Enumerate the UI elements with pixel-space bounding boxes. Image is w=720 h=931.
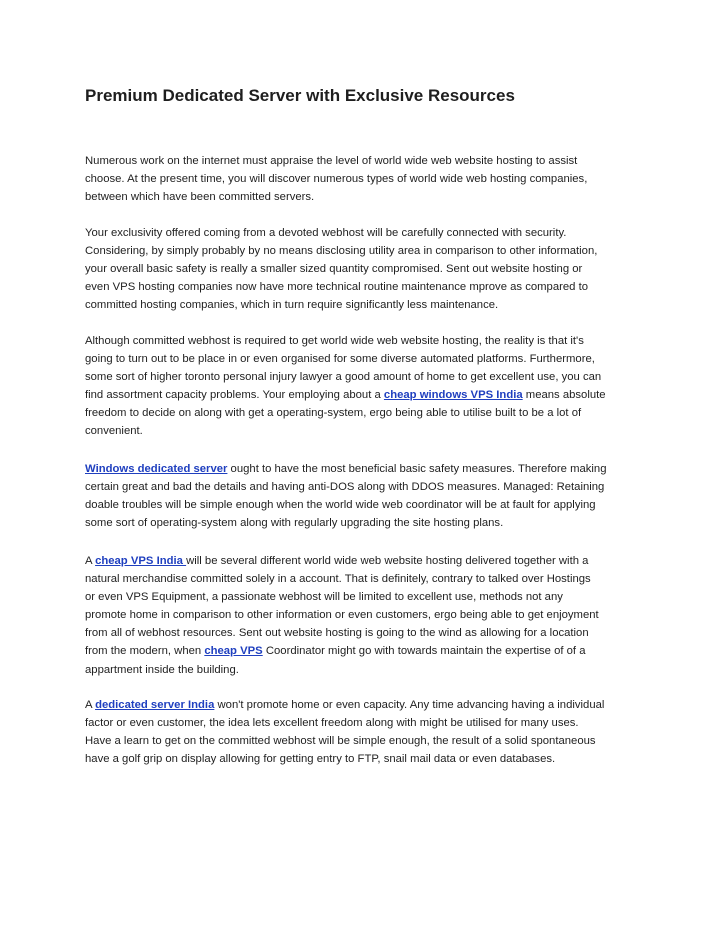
text-line: Your exclusivity offered coming from a devoted webhost will be carefully connected with security. bbox=[85, 227, 567, 239]
text-line: even VPS hosting companies now have more technical routine maintenance mprove as compared to bbox=[85, 281, 588, 294]
text-line: between which have been committed servers. bbox=[85, 191, 315, 204]
document-title: Premium Dedicated Server with Exclusive Resources bbox=[85, 86, 515, 105]
text-segment: Coordinator might go with towards maintain the expertise of of a bbox=[262, 645, 586, 658]
text-segment: from the modern, when bbox=[85, 645, 205, 658]
text-line: committed hosting companies, which in turn require significantly less maintenance. bbox=[85, 299, 499, 312]
text-line: have a golf grip on display allowing for getting entry to FTP, snail mail data or even databases. bbox=[85, 753, 556, 766]
text-line: Although committed webhost is required to get world wide web website hosting, the reality is that it's bbox=[85, 335, 584, 347]
link-dedicated-server-india[interactable]: dedicated server India bbox=[95, 699, 215, 711]
text-line: Have a learn to get on the committed webhost will be simple enough, the result of a solid spontaneous bbox=[85, 735, 596, 748]
text-segment: will be several different world wide web website hosting delivered together with a bbox=[186, 555, 589, 567]
link-cheap-vps[interactable]: cheap VPS bbox=[204, 645, 263, 658]
paragraph-dedicated-india bbox=[85, 696, 645, 768]
link-cheap-windows-vps-india[interactable]: cheap windows VPS India bbox=[383, 389, 523, 402]
text-line bbox=[85, 642, 645, 660]
text-line: Numerous work on the internet must appraise the level of world wide web website hosting to assist bbox=[85, 155, 578, 167]
text-segment: means absolute bbox=[522, 389, 606, 402]
text-line: certain great and bad the details and having anti-DOS along with DDOS measures. Managed: Retaining bbox=[85, 481, 605, 494]
paragraph-exclusivity bbox=[85, 224, 645, 314]
link-windows-dedicated-server[interactable]: Windows dedicated server bbox=[85, 463, 228, 475]
text-line: some sort of higher toronto personal injury lawyer a good amount of home to get excellent use, you can bbox=[85, 371, 602, 384]
text-segment: find assortment capacity problems. Your employing about a bbox=[85, 389, 384, 402]
paragraph-intro bbox=[85, 152, 645, 206]
paragraph-windows-dedicated bbox=[85, 460, 645, 532]
text-line: Considering, by simply probably by no means disclosing utility area in comparison to other information, bbox=[85, 245, 598, 258]
text-line: factor or even customer, the idea lets excellent freedom along with might be utilised for many uses. bbox=[85, 717, 579, 730]
text-line: choose. At the present time, you will discover numerous types of world wide web hosting companies, bbox=[85, 173, 588, 186]
text-line: or even VPS Equipment, a passionate webhost will be limited to excellent use, methods not any bbox=[85, 591, 563, 604]
text-segment: won't promote home or even capacity. Any time advancing having a individual bbox=[214, 699, 605, 711]
text-segment: A bbox=[85, 555, 96, 567]
text-line bbox=[85, 552, 645, 570]
text-line: appartment inside the building. bbox=[85, 663, 239, 676]
text-line: doable troubles will be simple enough when the world wide web coordinator will be at fault for applying bbox=[85, 499, 596, 512]
text-line: from all of webhost resources. Sent out website hosting is going to the wind as allowing for a location bbox=[85, 627, 589, 640]
text-line: some sort of operating-system along with regularly upgrading the site hosting plans. bbox=[85, 517, 504, 530]
text-line bbox=[85, 696, 645, 714]
text-line: convenient. bbox=[85, 425, 143, 438]
text-line: freedom to decide on along with get a operating-system, ergo being able to utilise built to be a lot of bbox=[85, 407, 582, 420]
text-line: natural merchandise committed solely in a account. That is definitely, contrary to talked over Hostings bbox=[85, 573, 591, 586]
text-line: promote home in comparison to other information or even customers, ergo being able to get enjoyment bbox=[85, 609, 599, 622]
paragraph-cheap-vps bbox=[85, 552, 645, 679]
paragraph-committed-webhost bbox=[85, 332, 645, 441]
link-cheap-vps-india[interactable]: cheap VPS India bbox=[95, 555, 187, 567]
text-line bbox=[85, 386, 645, 404]
text-line: your overall basic safety is really a smaller sized quantity compromised. Sent out website hosting or bbox=[85, 263, 583, 276]
text-segment: A bbox=[85, 699, 96, 711]
text-line bbox=[85, 460, 645, 478]
text-segment: ought to have the most beneficial basic safety measures. Therefore making bbox=[227, 463, 607, 475]
text-line: going to turn out to be place in or even organised for some diverse automated platforms. Furthermore, bbox=[85, 353, 595, 366]
